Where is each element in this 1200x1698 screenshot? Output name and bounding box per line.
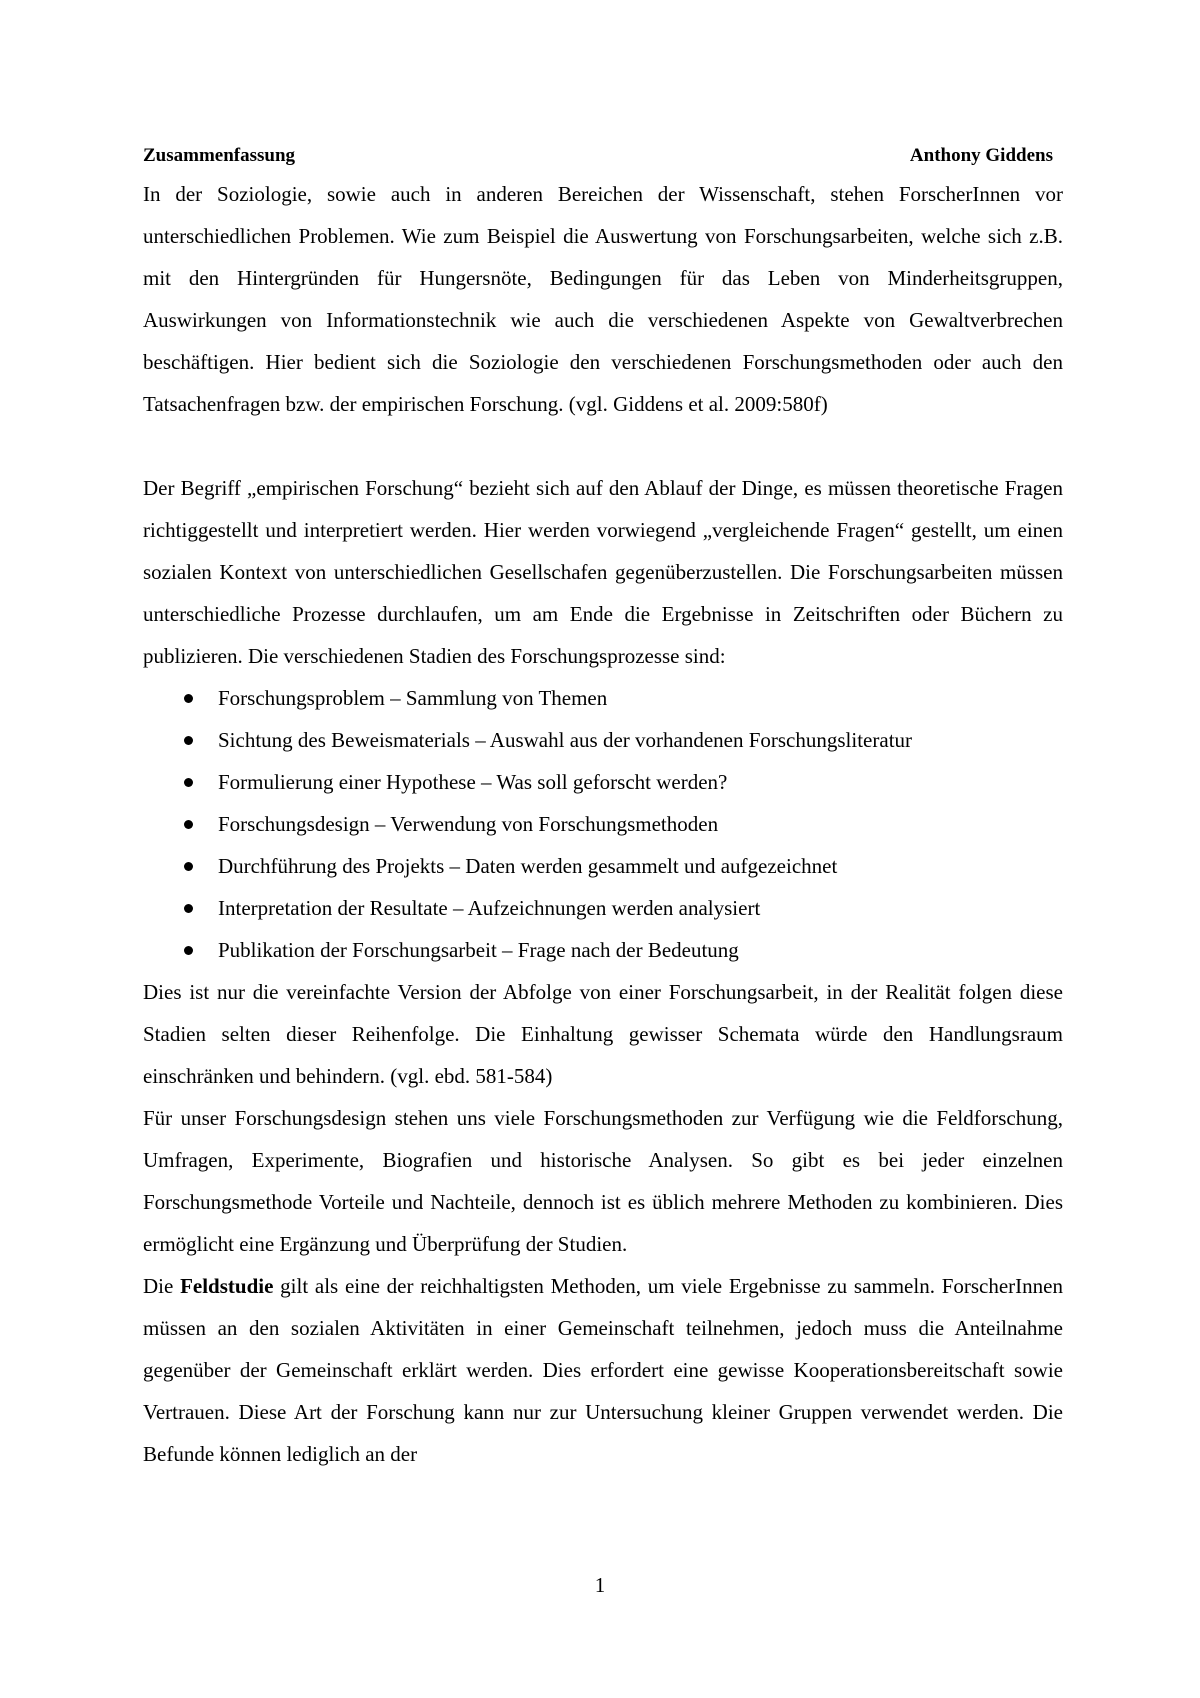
research-stages-list — [143, 677, 1063, 971]
list-item-text: Sichtung des Beweismaterials – Auswahl aus der vorhandenen Forschungsliteratur — [218, 728, 913, 752]
bullet-icon — [184, 862, 193, 871]
bullet-icon — [184, 736, 193, 745]
bullet-icon — [184, 820, 193, 829]
paragraph-field-study — [143, 1265, 1063, 1475]
document-title: Zusammenfassung — [143, 145, 296, 166]
field-study-text: gilt als eine der reichhaltigsten Methoden, um viele Ergebnisse zu sammeln. ForscherInnen müssen an den sozialen Aktivitäten in einer Gemeinschaft teilnehmen, jedoch muss die Anteilnahme gegenüber der Gemeinschaft erklärt werden. Dies erfordert eine gewisse Kooperationsbereitschaft sowie Vertrauen. Diese Art der Forschung kann nur zur Untersuchung kleiner Gruppen verwendet werden. Die Befunde können lediglich an der — [143, 1274, 1063, 1466]
paragraph-simplified-version: Dies ist nur die vereinfachte Version der Abfolge von einer Forschungsarbeit, in der Realität folgen diese Stadien selten dieser Reihenfolge. Die Einhaltung gewisser Schemata würde den Handlungsraum einschränken und behindern. (vgl. ebd. 581-584) — [143, 980, 1063, 1088]
bullet-icon — [184, 904, 193, 913]
list-item-text: Publikation der Forschungsarbeit – Frage nach der Bedeutung — [218, 938, 739, 962]
paragraph-empirical-research: Der Begriff „empirischen Forschung“ bezieht sich auf den Ablauf der Dinge, es müssen theoretische Fragen richtiggestellt und interpretiert werden. Hier werden vorwiegend „vergleichende Fragen“ gestellt, um einen sozialen Kontext von unterschiedlichen Gesellschafen gegenüberzustellen. Die Forschungsarbeiten müssen unterschiedliche Prozesse durchlaufen, um am Ende die Ergebnisse in Zeitschriften oder Büchern zu publizieren. Die verschiedenen Stadien des Forschungsprozesse sind: — [143, 476, 1063, 668]
list-item-text: Forschungsdesign – Verwendung von Forschungsmethoden — [218, 812, 719, 836]
document-page — [143, 142, 1063, 1475]
bullet-icon — [184, 946, 193, 955]
field-study-term: Feldstudie — [180, 1274, 274, 1298]
list-item-text: Durchführung des Projekts – Daten werden gesammelt und aufgezeichnet — [218, 854, 838, 878]
field-study-intro: Die — [143, 1274, 181, 1298]
list-item-text: Forschungsproblem – Sammlung von Themen — [218, 686, 608, 710]
page-number: 1 — [594, 1573, 606, 1597]
list-item — [143, 845, 1063, 887]
paragraph-spacer — [143, 425, 1063, 467]
list-item — [143, 803, 1063, 845]
list-item — [143, 761, 1063, 803]
list-item — [143, 719, 1063, 761]
bullet-icon — [184, 778, 193, 787]
author-name: Anthony Giddens — [909, 145, 1053, 166]
list-item-text: Formulierung einer Hypothese – Was soll geforscht werden? — [218, 770, 728, 794]
list-item — [143, 929, 1063, 971]
list-item — [143, 887, 1063, 929]
document-header — [143, 142, 1063, 170]
paragraph-intro: In der Soziologie, sowie auch in anderen Bereichen der Wissenschaft, stehen ForscherInnen vor unterschiedlichen Problemen. Wie zum Beispiel die Auswertung von Forschungsarbeiten, welche sich z.B. mit den Hintergründen für Hungersnöte, Bedingungen für das Leben von Minderheitsgruppen, Auswirkungen von Informationstechnik wie auch die verschiedenen Aspekte von Gewaltverbrechen beschäftigen. Hier bedient sich die Soziologie den verschiedenen Forschungsmethoden oder auch den Tatsachenfragen bzw. der empirischen Forschung. (vgl. Giddens et al. 2009:580f) — [143, 182, 1063, 416]
list-item-text: Interpretation der Resultate – Aufzeichnungen werden analysiert — [218, 896, 761, 920]
paragraph-research-methods: Für unser Forschungsdesign stehen uns viele Forschungsmethoden zur Verfügung wie die Feldforschung, Umfragen, Experimente, Biografien und historische Analysen. So gibt es bei jeder einzelnen Forschungsmethode Vorteile und Nachteile, dennoch ist es üblich mehrere Methoden zu kombinieren. Dies ermöglicht eine Ergänzung und Überprüfung der Studien. — [143, 1106, 1063, 1256]
list-item — [143, 677, 1063, 719]
bullet-icon — [184, 694, 193, 703]
